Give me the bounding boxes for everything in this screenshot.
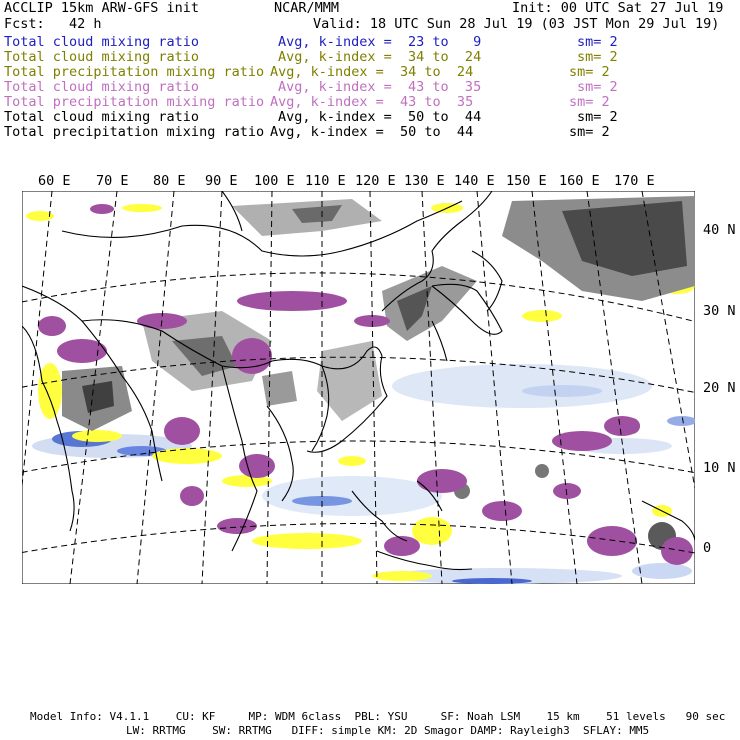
legend-avg: Avg, k-index = 34 to 24 xyxy=(278,49,482,65)
lon-label: 130 E xyxy=(404,173,445,189)
legend-sm: sm= 2 xyxy=(569,64,610,80)
legend-field: Total cloud mixing ratio xyxy=(4,34,200,50)
legend-avg: Avg, k-index = 50 to 44 xyxy=(278,109,482,125)
lat-label: 30 N xyxy=(703,303,736,319)
lat-label: 10 N xyxy=(703,460,736,476)
legend-sm: sm= 2 xyxy=(569,124,610,140)
lat-label: 20 N xyxy=(703,380,736,396)
map-panel xyxy=(22,191,695,584)
legend-avg: Avg, k-index = 23 to 9 xyxy=(278,34,482,50)
legend-field: Total precipitation mixing ratio xyxy=(4,64,265,80)
legend-sm: sm= 2 xyxy=(569,94,610,110)
legend-field: Total precipitation mixing ratio xyxy=(4,94,265,110)
lon-label: 140 E xyxy=(454,173,495,189)
lon-label: 160 E xyxy=(559,173,600,189)
legend-field: Total cloud mixing ratio xyxy=(4,49,200,65)
lon-label: 110 E xyxy=(305,173,346,189)
lon-label: 170 E xyxy=(614,173,655,189)
lon-label: 100 E xyxy=(254,173,295,189)
legend-field: Total precipitation mixing ratio xyxy=(4,124,265,140)
lat-label: 40 N xyxy=(703,222,736,238)
legend-field: Total cloud mixing ratio xyxy=(4,79,200,95)
forecast-hour: Fcst: 42 h xyxy=(4,16,102,32)
legend-avg: Avg, k-index = 43 to 35 xyxy=(278,79,482,95)
product-title: ACCLIP 15km ARW-GFS init xyxy=(4,0,200,16)
legend-avg: Avg, k-index = 43 to 35 xyxy=(270,94,474,110)
legend-sm: sm= 2 xyxy=(577,79,618,95)
lon-label: 90 E xyxy=(205,173,238,189)
legend-avg: Avg, k-index = 34 to 24 xyxy=(270,64,474,80)
lon-label: 60 E xyxy=(38,173,71,189)
legend-sm: sm= 2 xyxy=(577,34,618,50)
legend-field: Total cloud mixing ratio xyxy=(4,109,200,125)
lat-label: 0 xyxy=(703,540,712,556)
lon-label: 120 E xyxy=(355,173,396,189)
model-info-line1: Model Info: V4.1.1 CU: KF MP: WDM 6class PBL: YSU SF: Noah LSM 15 km 51 levels 90 sec xyxy=(30,710,726,723)
lon-label: 80 E xyxy=(153,173,186,189)
legend-avg: Avg, k-index = 50 to 44 xyxy=(270,124,474,140)
center-label: NCAR/MMM xyxy=(274,0,340,16)
legend-sm: sm= 2 xyxy=(577,49,618,65)
model-info-line2: LW: RRTMG SW: RRTMG DIFF: simple KM: 2D Smagor DAMP: Rayleigh3 SFLAY: MM5 xyxy=(126,724,650,737)
legend-sm: sm= 2 xyxy=(577,109,618,125)
valid-time: Valid: 18 UTC Sun 28 Jul 19 (03 JST Mon 29 Jul 19) xyxy=(313,16,720,32)
lon-label: 70 E xyxy=(96,173,129,189)
lon-label: 150 E xyxy=(506,173,547,189)
init-time: Init: 00 UTC Sat 27 Jul 19 xyxy=(512,0,724,16)
